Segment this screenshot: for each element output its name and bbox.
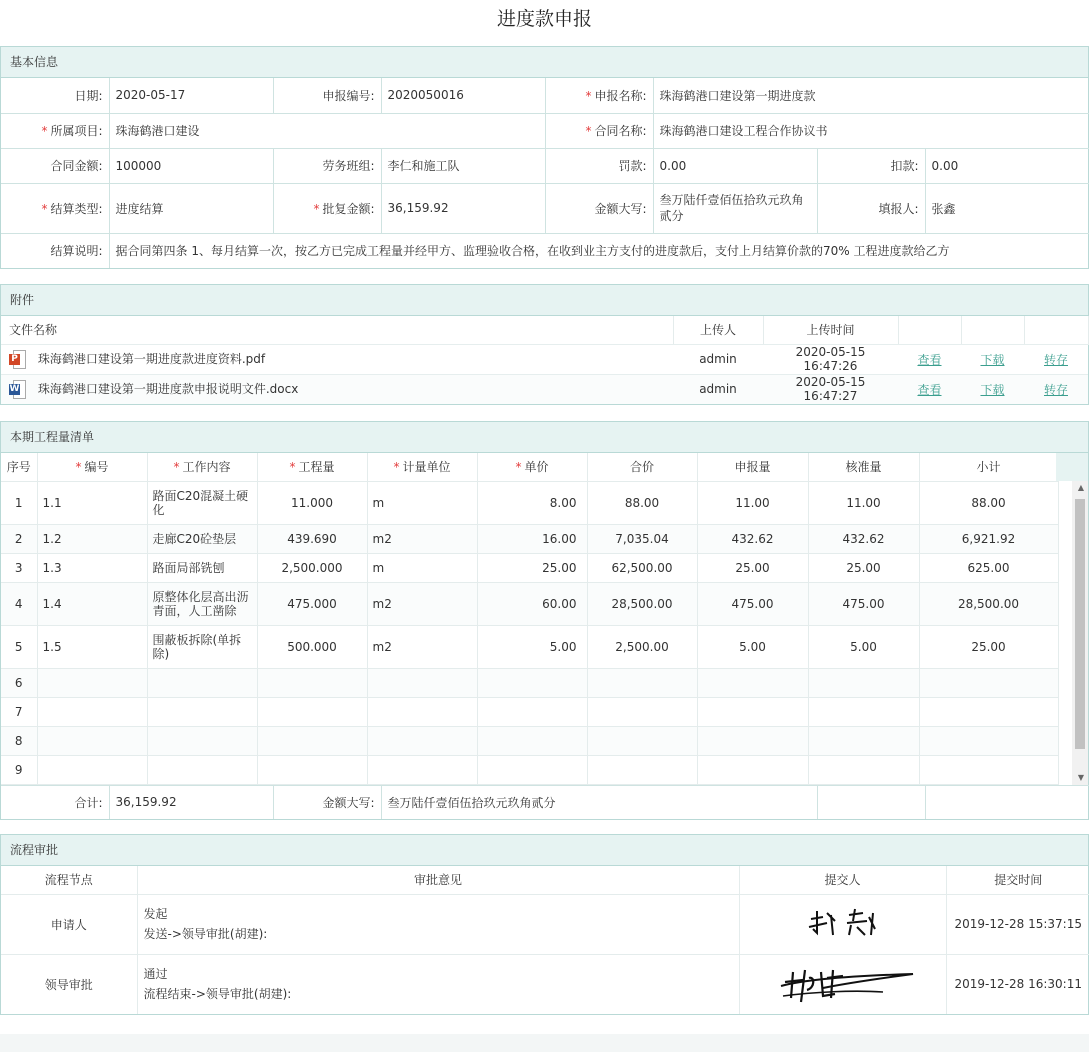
note-value: 据合同第四条 1、每月结算一次，按乙方已完成工程量并经甲方、监理验收合格，在收到业主方支付的进度款后，支付上月结算价款的70% 工程进度款给乙方 [115,244,950,259]
upper-label: 金额大写: [545,183,653,233]
team-value: 李仁和施工队 [381,148,545,183]
table-cell [808,755,919,784]
table-cell: 432.62 [697,524,808,553]
table-cell: 走廊C20砼垫层 [147,524,257,553]
file-uploader: admin [699,382,737,397]
attachment-row [1,374,1088,404]
pdf-file-icon: P [9,350,26,369]
attachment-row [1,344,1088,374]
table-cell: 28,500.00 [587,582,697,625]
flow-opinion: 发起 [143,907,168,921]
table-row [1,755,1058,784]
table-cell: 475.000 [257,582,367,625]
table-cell [257,697,367,726]
table-cell [477,668,587,697]
table-cell: 路面C20混凝土硬化 [147,481,257,524]
quantity-col-header: 合价 [587,453,697,481]
table-row [1,553,1058,582]
table-cell: 11.000 [257,481,367,524]
contract-label: * 合同名称: [545,113,653,148]
amount-value: 100000 [109,148,273,183]
flow-row [1,954,1089,1014]
table-cell: 11.00 [697,481,808,524]
table-cell [808,668,919,697]
table-cell: 5.00 [808,625,919,668]
table-row [1,582,1058,625]
fine-value: 0.00 [653,148,817,183]
quantity-table [1,453,1059,785]
signature-image [739,894,946,954]
table-cell: 475.00 [697,582,808,625]
table-cell: 475.00 [808,582,919,625]
table-cell [37,726,147,755]
quantity-col-header: * 工作内容 [147,453,257,481]
table-cell: 8.00 [477,481,587,524]
required-mark: * [75,460,82,475]
flow-node: 申请人 [1,894,137,954]
table-cell: 1 [1,481,37,524]
code-label: 申报编号: [273,78,381,113]
file-time: 2020-05-15 16:47:26 [763,344,898,374]
required-mark: * [41,201,48,216]
table-cell: m2 [367,582,477,625]
table-cell: 16.00 [477,524,587,553]
table-cell: 25.00 [808,553,919,582]
required-mark: * [289,460,296,475]
table-row [1,668,1058,697]
basic-info-table [1,78,1089,268]
table-cell: 6 [1,668,37,697]
transfer-link[interactable]: 转存 [1043,352,1068,367]
section-heading: 流程审批 [1,835,1088,866]
table-cell [37,668,147,697]
view-link[interactable]: 查看 [917,352,942,367]
col-uploader: 上传人 [673,316,763,344]
required-mark: * [393,460,400,475]
col-upload-time: 上传时间 [763,316,898,344]
settle-type-value: 进度结算 [109,183,273,233]
table-cell [587,755,697,784]
table-row [1,481,1058,524]
table-cell: 11.00 [808,481,919,524]
flow-opinion: 通过 [143,967,168,982]
quantity-grid [1,453,1088,785]
total-label: 合计: [1,785,109,819]
table-cell: 8 [1,726,37,755]
quantity-col-header: 序号 [1,453,37,481]
quantity-col-header: * 编号 [37,453,147,481]
section-heading: 基本信息 [1,47,1088,78]
scroll-down-arrow-icon[interactable]: ▼ [1077,772,1084,782]
table-cell [257,668,367,697]
table-cell: 路面局部铣刨 [147,553,257,582]
table-cell [587,697,697,726]
table-cell [808,726,919,755]
table-cell: 25.00 [697,553,808,582]
required-mark: * [41,124,48,138]
flow-time: 2019-12-28 15:37:15 [946,894,1089,954]
signature-image [739,954,946,1014]
table-row [1,697,1058,726]
word-file-icon: W [9,380,26,399]
team-label: 劳务班组: [273,148,381,183]
required-mark: * [585,88,592,103]
table-cell: 7 [1,697,37,726]
attachments-section [0,284,1089,405]
section-heading: 本期工程量清单 [1,422,1088,453]
table-cell [587,668,697,697]
table-cell: m [367,481,477,524]
table-cell [257,726,367,755]
table-cell [37,755,147,784]
view-link[interactable]: 查看 [917,382,942,397]
settle-type-label: * 结算类型: [1,183,109,233]
scrollbar-thumb[interactable] [1075,499,1085,749]
table-cell: 439.690 [257,524,367,553]
table-cell [147,755,257,784]
table-cell: 4 [1,582,37,625]
flow-detail: 流程结束->领导审批(胡建): [143,987,292,1002]
table-cell: m [367,553,477,582]
table-cell: 围蔽板拆除(单拆除) [147,625,257,668]
name-label: * 申报名称: [545,78,653,113]
table-cell [919,697,1058,726]
upper-value: 叁万陆仟壹佰伍拾玖元玖角贰分 [653,183,817,233]
quantity-col-header: 核准量 [808,453,919,481]
flow-time: 2019-12-28 16:30:11 [954,977,1082,992]
page-title: 进度款申报 [496,8,592,30]
approved-value: 36,159.92 [381,183,545,233]
col-opinion: 审批意见 [137,866,739,894]
table-cell: 88.00 [919,481,1058,524]
table-cell: 88.00 [587,481,697,524]
approval-flow-section [0,834,1089,1015]
filler-label: 填报人: [817,183,925,233]
code-value: 2020050016 [381,78,545,113]
table-cell: 原整体化层高出沥青面，人工凿除 [147,582,257,625]
table-cell: 432.62 [808,524,919,553]
table-cell: 1.3 [37,553,147,582]
file-time: 2020-05-15 16:47:27 [795,375,866,404]
flow-detail: 发送->领导审批(胡建): [143,927,268,941]
section-heading: 附件 [1,285,1088,316]
table-cell: m2 [367,524,477,553]
quantity-col-header: * 计量单位 [367,453,477,481]
quantity-col-header: 小计 [919,453,1058,481]
approved-label: * 批复金额: [273,183,381,233]
flow-node: 领导审批 [1,954,137,1014]
file-name: 珠海鹤港口建设第一期进度款进度资料.pdf [37,351,266,366]
table-cell: 2,500.00 [587,625,697,668]
table-cell [808,697,919,726]
name-value: 珠海鹤港口建设第一期进度款 [653,78,1089,113]
total-upper-label: 金额大写: [273,785,381,819]
file-uploader: admin [673,344,763,374]
amount-label: 合同金额: [1,148,109,183]
table-cell [147,668,257,697]
table-cell: 1.5 [37,625,147,668]
attachments-table [1,316,1089,404]
quantity-list-section [0,421,1089,820]
quantity-col-header: * 工程量 [257,453,367,481]
footer-strip [0,1034,1089,1052]
vertical-scrollbar[interactable] [1056,453,1088,785]
table-cell [367,697,477,726]
table-cell: 1.1 [37,481,147,524]
table-cell [697,755,808,784]
table-row [1,524,1058,553]
quantity-col-header: * 单价 [477,453,587,481]
table-cell: 5.00 [477,625,587,668]
note-label: 结算说明: [1,233,109,268]
table-cell [367,755,477,784]
table-cell [697,726,808,755]
table-cell [697,697,808,726]
deduct-label: 扣款: [817,148,925,183]
table-cell: 28,500.00 [919,582,1058,625]
project-value: 珠海鹤港口建设 [109,113,545,148]
required-mark: * [515,460,522,475]
table-cell [367,726,477,755]
table-cell: 6,921.92 [919,524,1058,553]
table-cell: 1.4 [37,582,147,625]
table-cell [477,726,587,755]
scroll-up-arrow-icon[interactable]: ▲ [1077,483,1084,492]
table-cell [919,726,1058,755]
quantity-header-row [1,453,1058,481]
table-cell: m2 [367,625,477,668]
deduct-value: 0.00 [925,148,1089,183]
flow-row [1,894,1089,954]
total-upper-value: 叁万陆仟壹佰伍拾玖元玖角贰分 [381,785,817,819]
table-cell: 62,500.00 [587,553,697,582]
col-file-name: 文件名称 [1,316,673,344]
table-cell [257,755,367,784]
required-mark: * [173,460,180,475]
download-link[interactable]: 下载 [980,382,1005,397]
table-cell [587,726,697,755]
table-cell: 625.00 [919,553,1058,582]
date-value: 2020-05-17 [109,78,273,113]
table-cell [367,668,477,697]
table-cell: 25.00 [919,625,1058,668]
table-cell: 500.000 [257,625,367,668]
table-cell [477,755,587,784]
table-cell: 60.00 [477,582,587,625]
file-name: 珠海鹤港口建设第一期进度款申报说明文件.docx [37,381,299,396]
basic-info-section [0,46,1089,269]
table-cell: 5 [1,625,37,668]
table-cell [919,755,1058,784]
required-mark: * [313,201,320,216]
table-row [1,726,1058,755]
table-cell: 5.00 [697,625,808,668]
table-cell [147,726,257,755]
col-node: 流程节点 [1,866,137,894]
col-submit-time: 提交时间 [946,866,1089,894]
approval-flow-table [1,866,1089,1014]
total-value: 36,159.92 [109,785,273,819]
project-label: * 所属项目: [1,113,109,148]
quantity-col-header: 申报量 [697,453,808,481]
table-cell: 3 [1,553,37,582]
col-submitter: 提交人 [739,866,946,894]
table-cell [477,697,587,726]
quantity-total-row [1,785,1089,820]
table-cell: 1.2 [37,524,147,553]
table-row [1,625,1058,668]
table-cell [697,668,808,697]
table-cell [147,697,257,726]
download-link[interactable]: 下载 [980,352,1005,367]
table-cell: 7,035.04 [587,524,697,553]
filler-value: 张鑫 [925,183,1089,233]
table-cell: 9 [1,755,37,784]
table-cell [919,668,1058,697]
table-cell: 2 [1,524,37,553]
table-cell [37,697,147,726]
date-label: 日期: [1,78,109,113]
required-mark: * [585,124,592,138]
transfer-link[interactable]: 转存 [1043,382,1068,397]
fine-label: 罚款: [545,148,653,183]
table-cell: 25.00 [477,553,587,582]
table-cell: 2,500.000 [257,553,367,582]
contract-value: 珠海鹤港口建设工程合作协议书 [653,113,1089,148]
